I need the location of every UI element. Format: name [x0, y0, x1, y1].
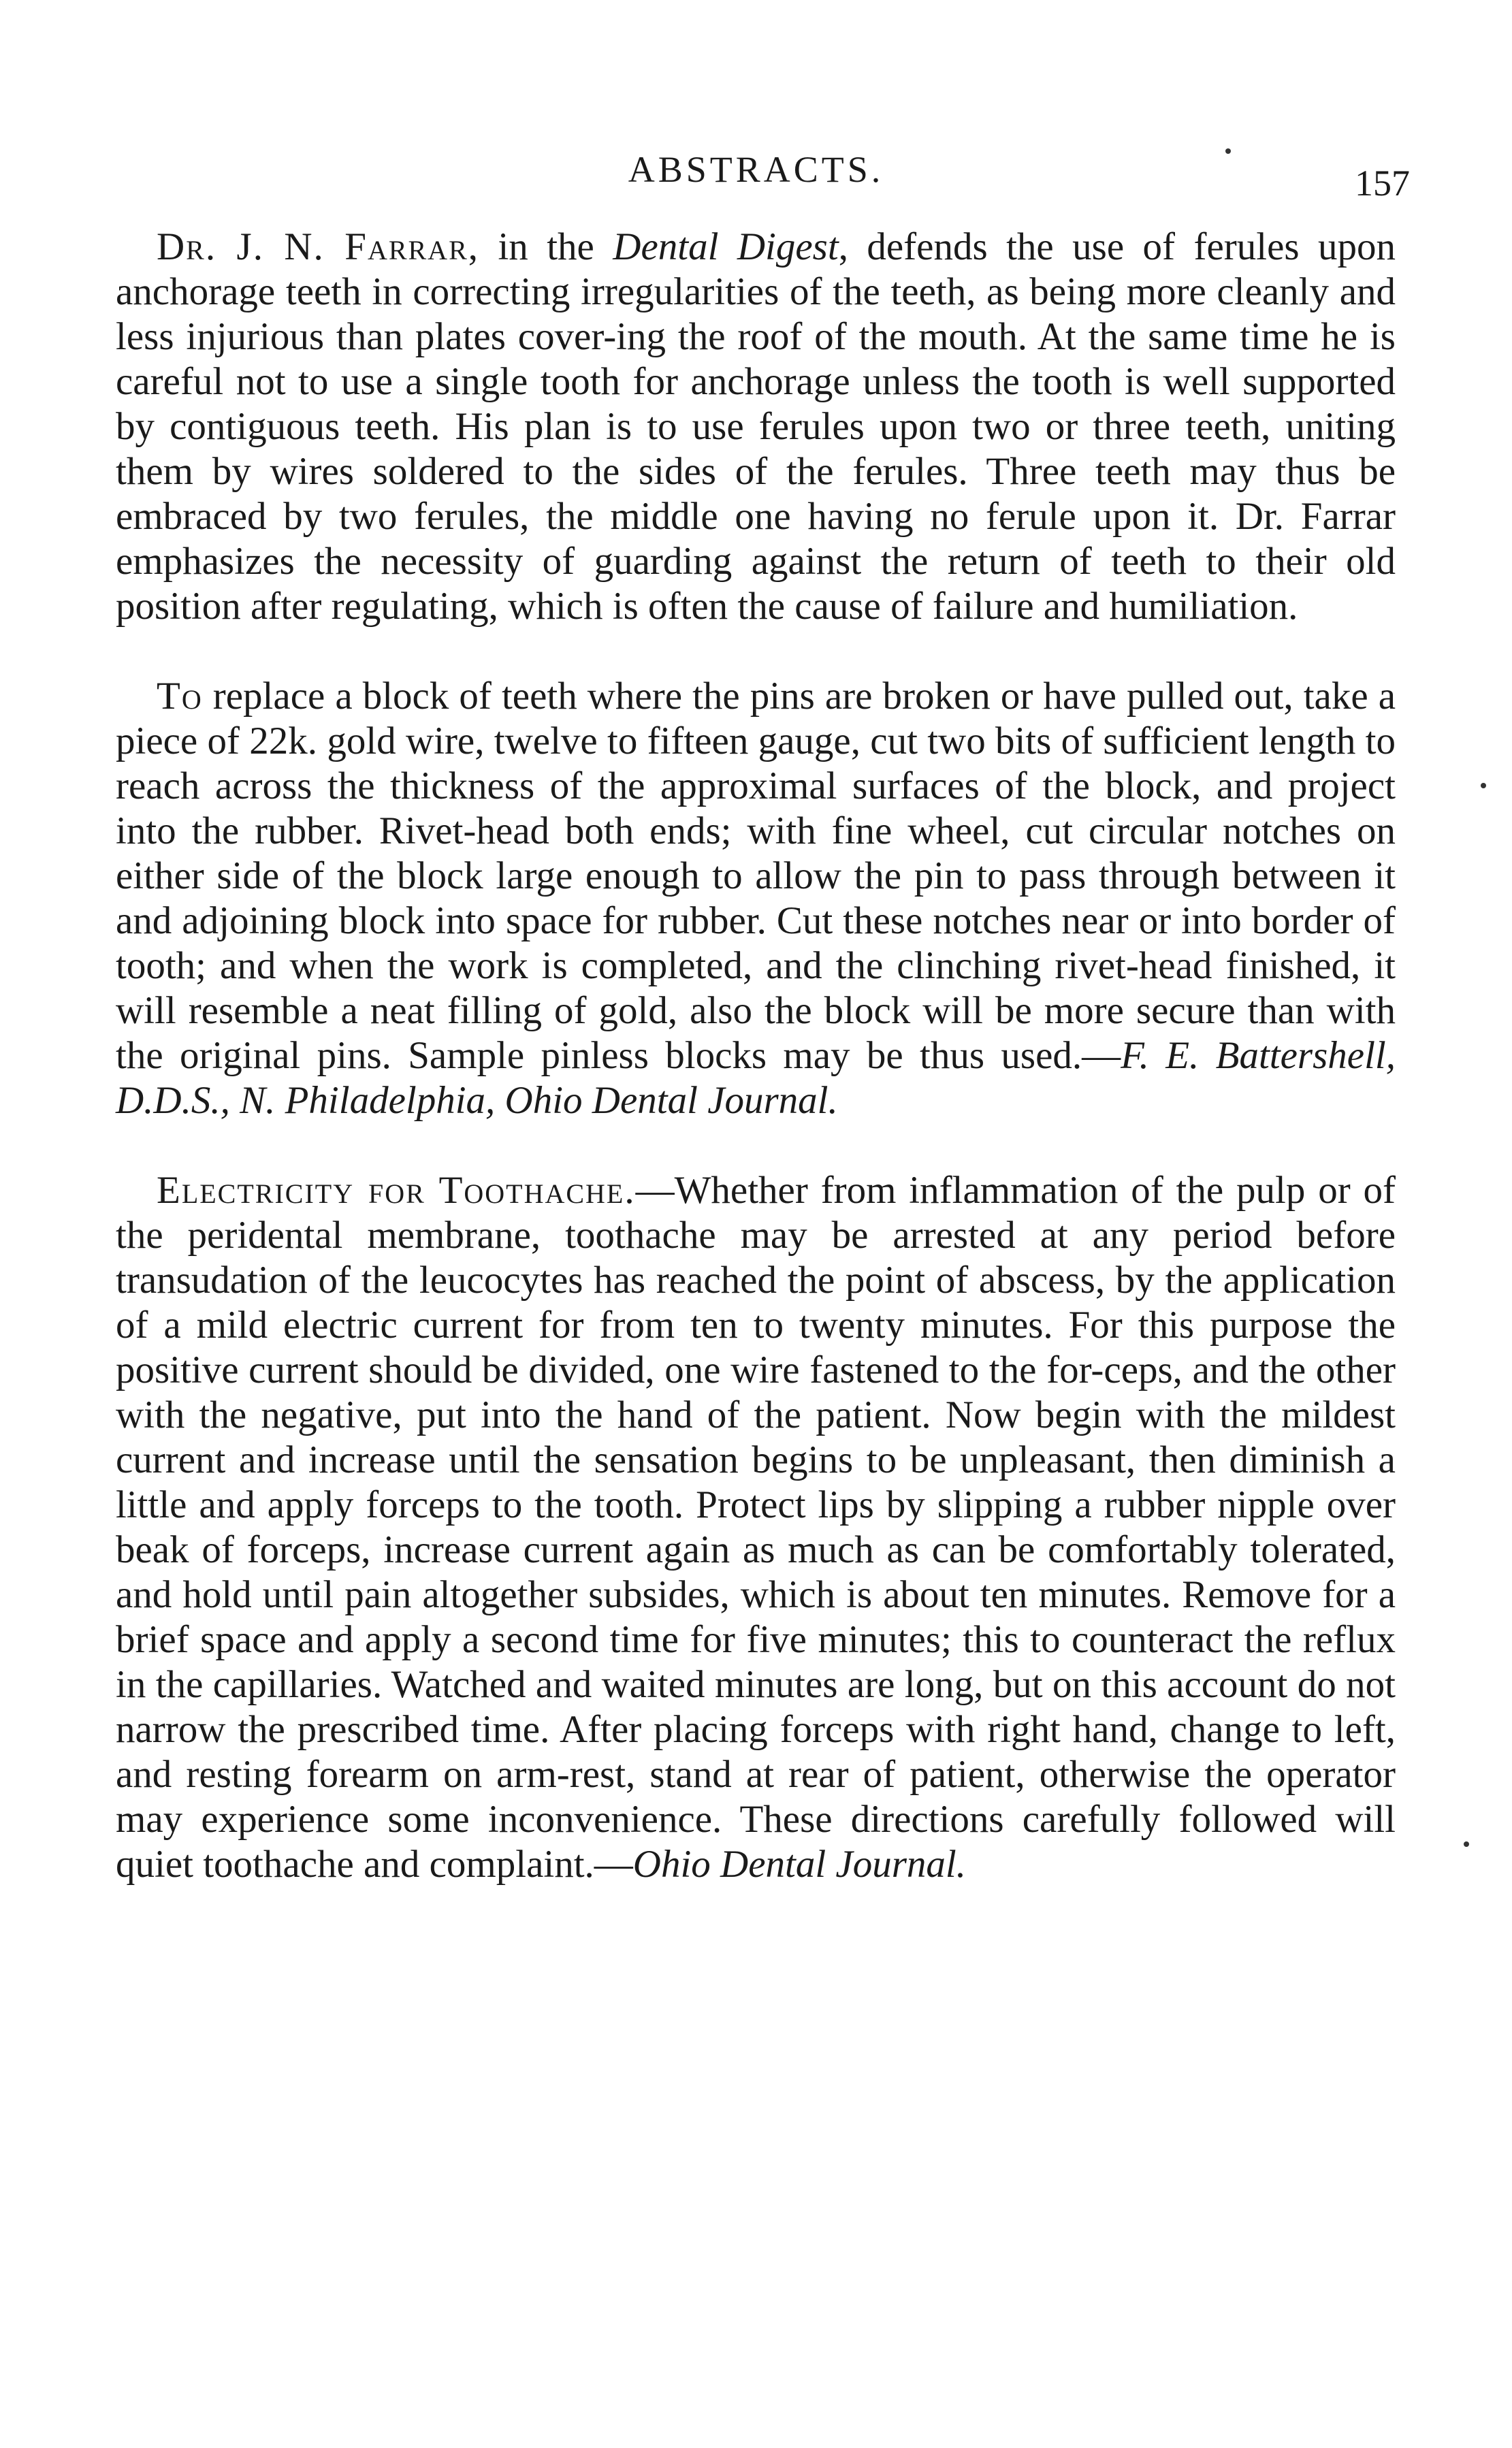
paragraph-block-repair — [116, 674, 1396, 1123]
citation: Ohio Dental Journal. — [632, 1843, 967, 1886]
article-body — [116, 225, 1396, 1932]
running-title: ABSTRACTS. — [628, 149, 884, 190]
text-segment: —Whether from inflammation of the pulp or of the peridental membrane, toothache may be arrested at any period before transudation of the leucocytes has reached the point of abscess, by the application of a mild electric current for from ten to twenty minutes. For this purpose the positive current should be divided, one wire fastened to the for-ceps, and the other with the negative, put into the hand of the patient. Now begin with the mildest current and increase until the sensation begins to be unpleasant, then diminish a little and apply forceps to the tooth. Protect lips by slipping a rubber nipple over beak of forceps, increase current again as much as can be comfortably tolerated, and hold until pain altogether subsides, which is about ten minutes. Remove for a brief space and apply a second time for five minutes; this to counteract the reflux in the capillaries. Watched and waited minutes are long, but on this account do not narrow the prescribed time. After placing forceps with right hand, change to left, and resting forearm on arm-rest, stand at rear of patient, otherwise the operator may experience some inconvenience. These directions carefully followed will quiet toothache and complaint.— — [116, 1169, 1396, 1886]
citation: F. E. Battershell, D.D.S., N. Philadelphia, Ohio Dental Journal. — [116, 1034, 1396, 1122]
text-segment: in the — [479, 225, 613, 268]
paragraph-electricity — [116, 1168, 1396, 1887]
print-speck — [1464, 1841, 1469, 1847]
text-segment: replace a block of teeth where the pins are broken or have pulled out, take a piece of 22k. gold wire, twelve to fifteen gauge, cut two bits of sufficient length to reach across the thickness of the approximal surfaces of the block, and project into the rubber. Rivet-head both ends; with fine wheel, cut circular notches on either side of the block large enough to allow the pin to pass through between it and adjoining block into space for rubber. Cut these notches near or into border of tooth; and when the work is completed, and the clinching rivet-head finished, it will resemble a neat filling of gold, also the block will be more secure than with the original pins. Sample pinless blocks may be thus used.— — [116, 675, 1396, 1077]
print-speck — [1225, 148, 1231, 154]
paragraph-farrar — [116, 225, 1396, 629]
page-number: 157 — [1355, 163, 1410, 204]
print-speck — [1481, 783, 1486, 788]
paragraph-lead: Dr. J. N. Farrar, — [157, 225, 480, 268]
paragraph-lead: To — [157, 675, 203, 718]
text-segment: , defends the use of ferules upon anchorage teeth in correcting irregularities of the teeth, as being more cleanly and less injurious than plates cover-ing the roof of the mouth. At the same time he is careful not to use a single tooth for anchorage unless the tooth is well supported by contiguous teeth. His plan is to use ferules upon two or three teeth, uniting them by wires soldered to the sides of the ferules. Three teeth may thus be embraced by two ferules, the middle one having no ferule upon it. Dr. Farrar emphasizes the necessity of guarding against the return of teeth to their old position after regulating, which is often the cause of failure and humiliation. — [116, 225, 1396, 628]
journal-title: Dental Digest — [613, 225, 839, 268]
paragraph-lead: Electricity for Toothache. — [157, 1169, 636, 1212]
